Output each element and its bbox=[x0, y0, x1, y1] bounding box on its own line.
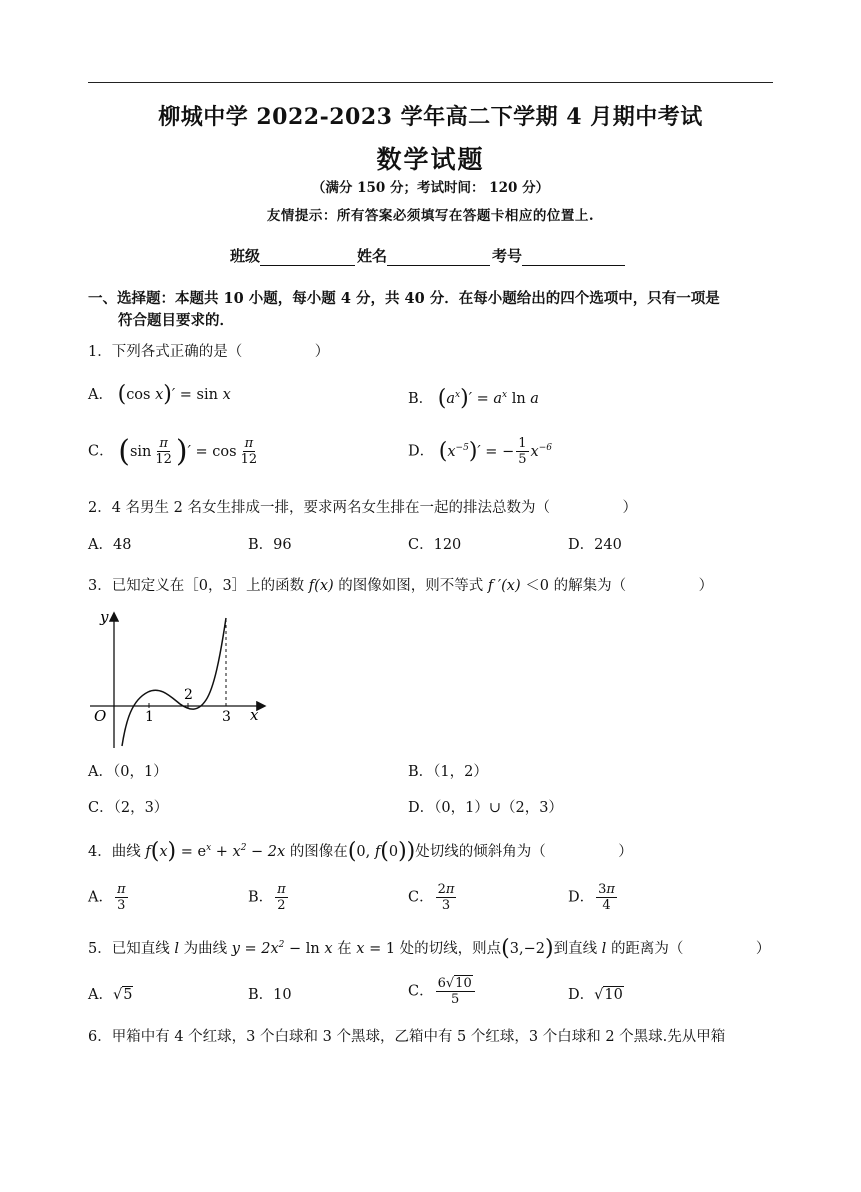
formula: (cos x)′ = sin x bbox=[117, 382, 231, 407]
subject-title: 数学试题 bbox=[376, 145, 485, 174]
q1-option-d[interactable] bbox=[408, 436, 552, 467]
section-line-2: 符合题目要求的． bbox=[118, 312, 234, 329]
q1-option-b[interactable] bbox=[408, 385, 539, 409]
exam-no-field[interactable] bbox=[522, 249, 625, 266]
q3-option-c[interactable]: C．（2，3） bbox=[88, 800, 169, 816]
section-heading bbox=[88, 288, 778, 332]
exam-no-label: 考号 bbox=[492, 247, 523, 265]
q5-option-c[interactable]: C． $\frac{6√10}{5}$ bbox=[408, 976, 477, 1007]
student-info bbox=[230, 245, 627, 266]
q2-stem: 2．4 名男生 2 名女生排成一排，要求两名女生排在一起的排法总数为（ ） bbox=[88, 500, 638, 516]
q4-stem: 4．曲线 $f(x) = e^x + x^2 - 2x$ 的图像在(0, f(0))处切线的倾斜角为（ ） bbox=[88, 838, 633, 864]
q3-option-b[interactable]: B．（1，2） bbox=[408, 764, 488, 780]
q5-option-d[interactable]: D．√10 bbox=[568, 987, 623, 1003]
q2-option-c[interactable]: C．120 bbox=[408, 537, 462, 553]
q1-option-a[interactable] bbox=[88, 382, 231, 407]
tip-line: 友情提示：所有答案必须填写在答题卡相应的位置上. bbox=[266, 208, 595, 224]
q2-option-a[interactable]: A．48 bbox=[88, 537, 132, 553]
y-label: y bbox=[100, 608, 109, 626]
class-label: 班级 bbox=[230, 247, 261, 265]
class-field[interactable] bbox=[260, 249, 355, 266]
option-label: D． bbox=[408, 443, 435, 460]
name-label: 姓名 bbox=[357, 247, 388, 265]
q4-option-c[interactable]: C． $\frac{2\pi}{3}$ bbox=[408, 882, 455, 913]
q1-option-c[interactable] bbox=[88, 433, 261, 469]
q5-stem: 5．已知直线 l 为曲线 $y = 2x^2 - \ln x$ 在 x = 1 处的切线，则点(3,−2)到直线 l 的距离为（ ） bbox=[88, 935, 771, 961]
origin-label: O bbox=[94, 707, 107, 725]
exam-title: 柳城中学 2022-2023 学年高二下学期 4 月期中考试 bbox=[158, 104, 703, 130]
formula: $(x^{-5})'$ = − $\frac{1}{5}$ $x^{-6}$ bbox=[438, 436, 552, 467]
q1-stem: 1．下列各式正确的是（ ） bbox=[88, 344, 330, 360]
q4-option-d[interactable]: D． $\frac{3\pi}{4}$ bbox=[568, 882, 615, 913]
q5-option-a[interactable]: A．√5 bbox=[88, 987, 133, 1003]
tick-1: 1 bbox=[145, 709, 154, 725]
q3-option-a[interactable]: A．（0，1） bbox=[88, 764, 168, 780]
name-field[interactable] bbox=[387, 249, 490, 266]
formula: $(a^x)' = a^x$ ln a bbox=[437, 385, 539, 411]
top-rule bbox=[88, 82, 773, 83]
option-label: C． bbox=[88, 443, 114, 460]
q4-option-b[interactable]: B． $\frac{\pi}{2}$ bbox=[248, 882, 286, 913]
formula: (sin $\frac{\pi}{12}$ )′ = cos $\frac{\pi}{12}$ bbox=[118, 433, 258, 469]
q3-stem: 3．已知定义在［0，3］上的函数 f(x) 的图像如图，则不等式 f ′(x) ＜0 的解集为（ ） bbox=[88, 578, 714, 594]
q6-stem: 6．甲箱中有 4 个红球，3 个白球和 3 个黑球，乙箱中有 5 个红球，3 个白球和 2 个黑球.先从甲箱 bbox=[88, 1029, 726, 1045]
tick-2: 2 bbox=[184, 687, 193, 703]
q4-option-a[interactable]: A． $\frac{\pi}{3}$ bbox=[88, 882, 126, 913]
q2-option-d[interactable]: D．240 bbox=[568, 537, 622, 553]
q3-option-d[interactable]: D．（0，1）∪（2，3） bbox=[408, 800, 563, 816]
score-line: （满分 150 分；考试时间： 120 分） bbox=[311, 180, 550, 196]
q3-function-graph bbox=[88, 608, 268, 753]
tick-3: 3 bbox=[222, 709, 231, 725]
option-label: A． bbox=[88, 387, 113, 403]
option-label: B． bbox=[408, 390, 434, 407]
curve bbox=[122, 618, 226, 746]
section-line-1: 一、选择题：本题共 10 小题，每小题 4 分，共 40 分．在每小题给出的四个选项中，只有一项是 bbox=[88, 290, 720, 307]
q2-option-b[interactable]: B．96 bbox=[248, 537, 292, 553]
x-label: x bbox=[250, 706, 259, 724]
q5-option-b[interactable]: B．10 bbox=[248, 987, 292, 1003]
